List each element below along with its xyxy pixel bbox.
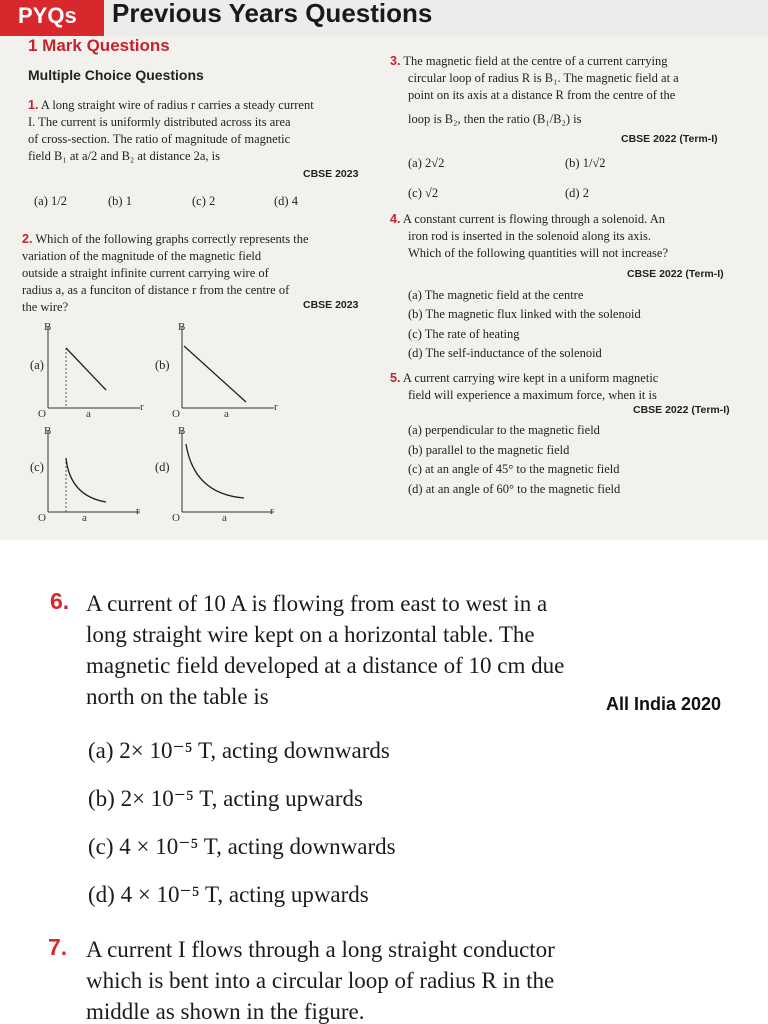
q6-source: All India 2020 <box>606 694 722 714</box>
graph-c <box>36 422 156 522</box>
graph-a-origin: O <box>38 408 46 418</box>
q3-number: 3. <box>390 54 401 68</box>
q1-line-4: field B₁ at a/2 and B₂ at distance 2a, is <box>28 149 220 163</box>
q4-option-a: (a) The magnetic field at the centre <box>408 288 584 302</box>
q4-option-c: (c) The rate of heating <box>408 327 520 341</box>
q7-line-1: A current I flows through a long straight conductor <box>86 937 555 962</box>
q5-option-c: (c) at an angle of 45° to the magnetic field <box>408 462 620 476</box>
graph-b-x-label: r <box>274 401 278 413</box>
q6-option-a: (a) 2× 10⁻⁵ T, acting downwards <box>88 738 390 763</box>
q6-option-b: (b) 2× 10⁻⁵ T, acting upwards <box>88 786 364 811</box>
q4-option-b: (b) The magnetic flux linked with the solenoid <box>408 307 641 321</box>
q2-number: 2. <box>22 232 33 246</box>
q1-option-c: (c) 2 <box>192 194 216 208</box>
q1-number: 1. <box>28 98 39 112</box>
q6-line-1: A current of 10 A is flowing from east to west in a <box>86 591 548 616</box>
graph-c-y-label: B <box>44 425 52 437</box>
graph-b-origin: O <box>172 408 180 418</box>
graph-d-mark: a <box>222 512 227 522</box>
q1-line-3: of cross-section. The ratio of magnitude of magnetic <box>28 132 291 146</box>
graph-a-curve <box>66 348 106 390</box>
q6-line-4: north on the table is <box>86 684 269 709</box>
question-1 <box>28 97 368 165</box>
q6-option-d: (d) 4 × 10⁻⁵ T, acting upwards <box>88 882 369 907</box>
q2-line-5: the wire? <box>22 300 69 314</box>
q3-line-1: The magnetic field at the centre of a current carrying <box>403 54 668 68</box>
q3-line-2: circular loop of radius R is B₁. The magnetic field at a <box>408 71 679 85</box>
graph-a <box>36 318 156 418</box>
q3-line-4: loop is B₂, then the ratio (B₁/B₂) is <box>408 112 582 126</box>
q4-number: 4. <box>390 212 401 226</box>
page-title: Previous Years Questions <box>112 0 433 28</box>
q4-line-2: iron rod is inserted in the solenoid along its axis. <box>408 229 652 243</box>
q6-line-2: long straight wire kept on a horizontal table. The <box>86 622 535 647</box>
graph-c-origin: O <box>38 512 46 522</box>
q4-line-3: Which of the following quantities will not increase? <box>408 246 668 260</box>
graph-a-mark: a <box>86 408 91 418</box>
q3-line-3: point on its axis at a distance R from the centre of the <box>408 88 676 102</box>
q3-option-b: (b) 1/√2 <box>565 156 606 170</box>
graph-b-mark: a <box>224 408 229 418</box>
q7-line-3: middle as shown in the figure. <box>86 999 365 1024</box>
q2-line-3: outside a straight infinite current carrying wire of <box>22 266 269 280</box>
q1-option-a: (a) 1/2 <box>34 194 67 208</box>
q1-option-d: (d) 4 <box>274 194 298 208</box>
graph-label-b: (b) <box>155 358 170 372</box>
graph-b-curve <box>184 346 246 402</box>
q6-number: 6. <box>50 588 70 614</box>
q5-source: CBSE 2022 (Term-I) <box>633 404 730 416</box>
q5-option-d: (d) at an angle of 60° to the magnetic field <box>408 482 621 496</box>
graph-c-mark: a <box>82 512 87 522</box>
graph-b-y-label: B <box>178 321 186 333</box>
q1-source: CBSE 2023 <box>303 168 359 180</box>
q5-line-2: field will experience a maximum force, when it is <box>408 388 657 402</box>
graph-d-y-label: B <box>178 425 186 437</box>
bottom-page <box>0 540 768 1024</box>
graph-d <box>170 422 290 522</box>
graph-b <box>170 318 290 418</box>
section-title: 1 Mark Questions <box>28 36 170 55</box>
graph-d-origin: O <box>172 512 180 522</box>
graph-label-a: (a) <box>30 358 44 372</box>
graph-d-x-label: r <box>270 505 274 517</box>
q4-line-1: A constant current is flowing through a solenoid. An <box>402 212 665 226</box>
graph-c-x-label: r <box>136 505 140 517</box>
q1-line-2: I. The current is uniformly distributed across its area <box>28 115 291 129</box>
q5-option-b: (b) parallel to the magnetic field <box>408 443 570 457</box>
graph-label-d: (d) <box>155 460 170 474</box>
q1-line-1: A long straight wire of radius r carries a steady current <box>40 98 314 112</box>
question-7 <box>86 934 766 1024</box>
q3-option-a: (a) 2√2 <box>408 156 445 170</box>
q3-source: CBSE 2022 (Term-I) <box>621 133 718 145</box>
question-3 <box>390 53 730 134</box>
q2-source: CBSE 2023 <box>303 299 359 311</box>
graph-d-curve <box>186 444 244 498</box>
q2-line-4: radius a, as a funciton of distance r from the centre of <box>22 283 290 297</box>
graph-c-curve <box>66 458 106 502</box>
q2-line-2: variation of the magnitude of the magnetic field <box>22 249 262 263</box>
q5-line-1: A current carrying wire kept in a uniform magnetic <box>402 371 659 385</box>
q5-number: 5. <box>390 371 401 385</box>
q4-option-d: (d) The self-inductance of the solenoid <box>408 346 602 360</box>
q1-option-b: (b) 1 <box>108 194 132 208</box>
q4-source: CBSE 2022 (Term-I) <box>627 268 724 280</box>
section-subtitle: Multiple Choice Questions <box>28 67 204 83</box>
q6-line-3: magnetic field developed at a distance of 10 cm due <box>86 653 565 678</box>
graph-a-x-label: r <box>140 401 144 413</box>
q5-option-a: (a) perpendicular to the magnetic field <box>408 423 600 437</box>
q7-line-2: which is bent into a circular loop of radius R in the <box>86 968 555 993</box>
question-5 <box>390 370 730 404</box>
pyqs-badge: PYQs <box>0 0 104 36</box>
q3-option-d: (d) 2 <box>565 186 589 200</box>
q2-line-1: Which of the following graphs correctly represents the <box>35 232 309 246</box>
question-4 <box>390 211 730 262</box>
q7-number: 7. <box>48 934 68 960</box>
q6-option-c: (c) 4 × 10⁻⁵ T, acting downwards <box>88 834 396 859</box>
graph-a-y-label: B <box>44 321 52 333</box>
q3-option-c: (c) √2 <box>408 186 439 200</box>
graph-label-c: (c) <box>30 460 44 474</box>
